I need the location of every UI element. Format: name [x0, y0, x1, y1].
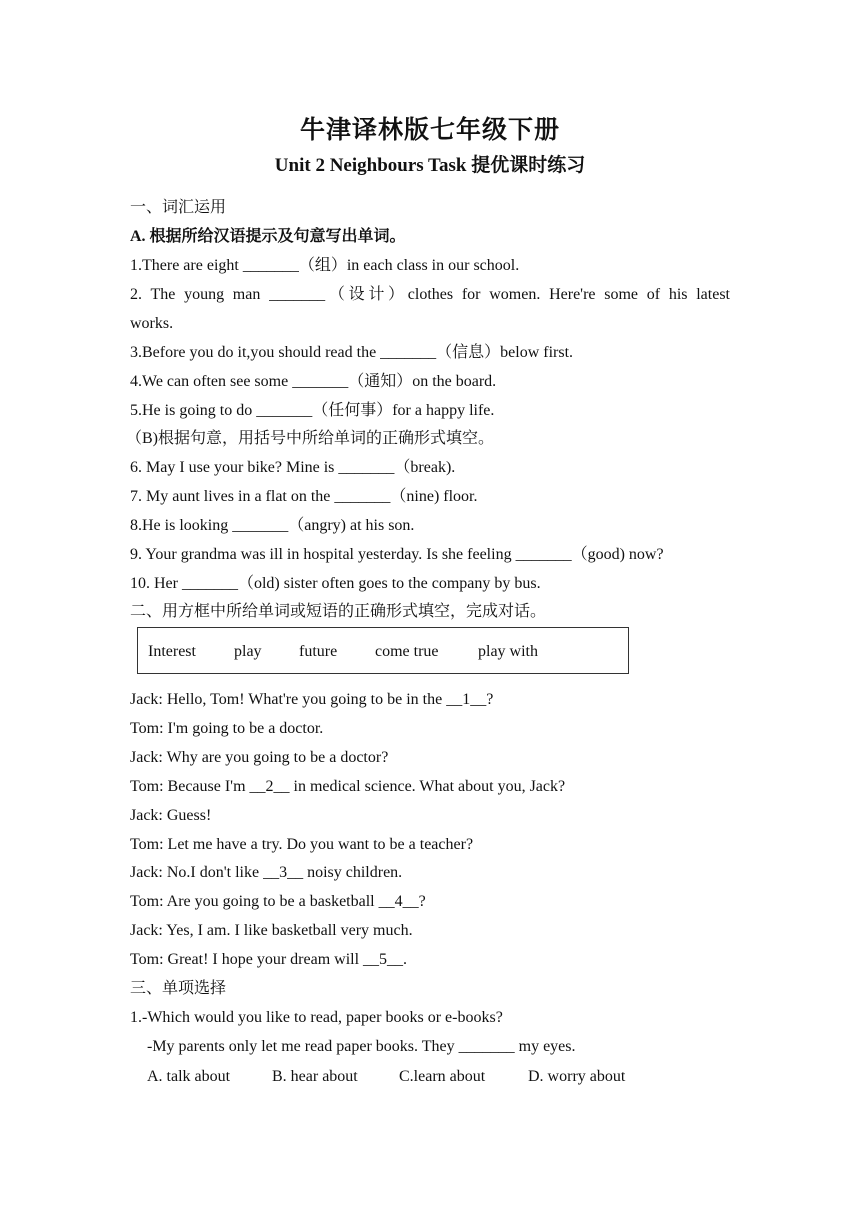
choice-question: 1.-Which would you like to read, paper books or e-books? [130, 1009, 503, 1026]
dialogue-line: Tom: Let me have a try. Do you want to be a teacher? [130, 836, 474, 853]
word-bank-item: play [234, 643, 262, 660]
option-a: A. talk about [147, 1068, 231, 1085]
page-subtitle: Unit 2 Neighbours Task 提优课时练习 [274, 155, 586, 176]
option-c: C.learn about [399, 1068, 486, 1085]
option-b: B. hear about [272, 1068, 358, 1085]
dialogue-line: Jack: Yes, I am. I like basketball very much. [130, 922, 413, 939]
choice-question-response: -My parents only let me read paper books. They _______ my eyes. [147, 1038, 576, 1055]
question-item: 1.There are eight _______（组）in each class in our school. [130, 257, 520, 274]
dialogue-line: Jack: Why are you going to be a doctor? [130, 749, 389, 766]
word-bank-box [137, 627, 629, 674]
dialogue-line: Tom: Are you going to be a basketball __4__? [130, 893, 426, 910]
dialogue-line: Jack: No.I don't like __3__ noisy children. [130, 864, 403, 881]
word-bank-item: Interest [148, 643, 196, 660]
question-item: 8.He is looking _______（angry) at his son. [130, 517, 415, 534]
dialogue-line: Tom: I'm going to be a doctor. [130, 720, 324, 737]
page-title: 牛津译林版七年级下册 [299, 115, 560, 144]
section-1-heading: 一、词汇运用 [130, 199, 227, 216]
question-item: 6. May I use your bike? Mine is _______（break). [130, 459, 456, 476]
word-bank-item: come true [375, 643, 439, 660]
question-item: 2. The young man _______（设计）clothes for women. Here're some of his latest [130, 286, 730, 303]
question-item: 7. My aunt lives in a flat on the _______（nine) floor. [130, 488, 478, 505]
part-b-instruction: （B)根据句意，用括号中所给单词的正确形式填空。 [126, 430, 495, 447]
section-2-heading: 二、用方框中所给单词或短语的正确形式填空，完成对话。 [130, 603, 547, 620]
question-item: 5.He is going to do _______（任何事）for a happy life. [130, 402, 495, 419]
word-bank-item: future [299, 643, 338, 660]
question-item: 10. Her _______（old) sister often goes to the company by bus. [130, 575, 541, 592]
dialogue-line: Tom: Because I'm __2__ in medical science. What about you, Jack? [130, 778, 566, 795]
question-item: 4.We can often see some _______（通知）on the board. [130, 373, 497, 390]
question-item: 3.Before you do it,you should read the _______（信息）below first. [130, 344, 574, 361]
section-3-heading: 三、单项选择 [130, 980, 227, 997]
dialogue-line: Jack: Guess! [130, 807, 212, 824]
dialogue-line: Jack: Hello, Tom! What're you going to be in the __1__? [130, 691, 494, 708]
word-bank-item: play with [478, 643, 538, 660]
question-item: 9. Your grandma was ill in hospital yesterday. Is she feeling _______（good) now? [130, 546, 664, 563]
question-item-continued: works. [130, 315, 174, 332]
part-a-instruction: A. 根据所给汉语提示及句意写出单词。 [130, 228, 406, 245]
dialogue-line: Tom: Great! I hope your dream will __5__. [130, 951, 408, 968]
option-d: D. worry about [528, 1068, 626, 1085]
